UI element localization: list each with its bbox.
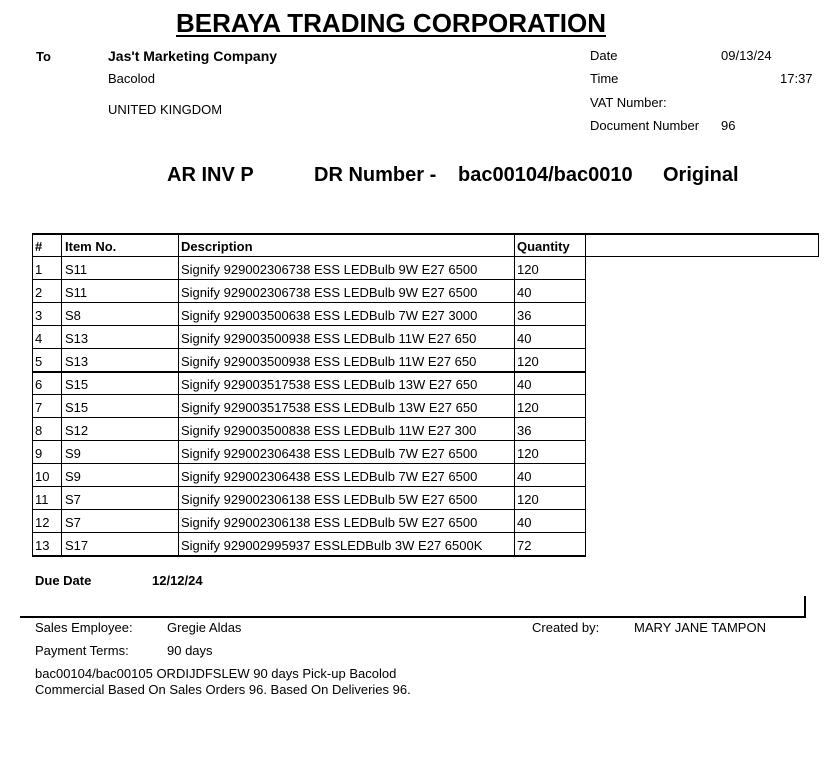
column-header-number: # [35, 239, 43, 254]
cell-item-no: S17 [65, 538, 89, 553]
cell-item-no: S13 [65, 331, 89, 346]
cell-quantity: 40 [517, 285, 532, 300]
time-value: 17:37 [780, 71, 813, 86]
cell-item-no: S11 [65, 285, 88, 300]
created-by-value: MARY JANE TAMPON [634, 620, 766, 635]
document-type: AR INV P [167, 164, 254, 186]
cell-quantity: 120 [517, 400, 539, 415]
cell-quantity: 120 [517, 492, 539, 507]
dr-number-label: DR Number - [314, 164, 437, 186]
cell-description: Signify 929002306738 ESS LEDBulb 9W E27 6500 [181, 262, 478, 277]
cell-item-no: S9 [65, 446, 81, 461]
date-value: 09/13/24 [721, 48, 772, 63]
cell-item-no: S13 [65, 354, 89, 369]
cell-description: Signify 929002306138 ESS LEDBulb 5W E27 6500 [181, 492, 478, 507]
due-date-value: 12/12/24 [152, 573, 203, 588]
time-label: Time [590, 71, 619, 86]
row-divider [32, 371, 586, 373]
cell-item-no: S12 [65, 423, 89, 438]
cell-quantity: 72 [517, 538, 532, 553]
customer-country: UNITED KINGDOM [108, 102, 223, 117]
cell-item-no: S9 [65, 469, 81, 484]
customer-city: Bacolod [108, 71, 155, 86]
cell-description: Signify 929003500838 ESS LEDBulb 11W E27 300 [181, 423, 477, 438]
row-divider [32, 486, 586, 487]
column-divider [178, 233, 179, 556]
table-header-right-border [818, 233, 819, 257]
column-divider [585, 233, 586, 556]
cell-item-no: S7 [65, 515, 81, 530]
cell-item-no: S11 [65, 262, 88, 277]
column-header-description: Description [181, 239, 253, 254]
cell-item-no: S7 [65, 492, 81, 507]
remarks-line-2: Commercial Based On Sales Orders 96. Based On Deliveries 96. [35, 682, 411, 697]
row-divider [32, 279, 586, 280]
date-label: Date [590, 48, 618, 63]
cell-quantity: 40 [517, 377, 532, 392]
created-by-label: Created by: [532, 620, 600, 635]
cell-description: Signify 929002306438 ESS LEDBulb 7W E27 6500 [181, 446, 478, 461]
cell-description: Signify 929003517538 ESS LEDBulb 13W E27 650 [181, 377, 478, 392]
column-header-item-no: Item No. [65, 239, 117, 254]
document-number-label: Document Number [590, 118, 700, 133]
cell-number: 11 [35, 492, 49, 507]
table-header-bottom-border [32, 256, 819, 257]
cell-description: Signify 929002306738 ESS LEDBulb 9W E27 6500 [181, 285, 478, 300]
cell-number: 8 [35, 423, 43, 438]
payment-terms-label: Payment Terms: [35, 643, 129, 658]
cell-description: Signify 929003500938 ESS LEDBulb 11W E27 650 [181, 331, 477, 346]
row-divider [32, 440, 586, 441]
due-date-label: Due Date [35, 573, 92, 588]
cell-description: Signify 929003517538 ESS LEDBulb 13W E27 650 [181, 400, 478, 415]
sales-employee-value: Gregie Aldas [167, 620, 242, 635]
cell-number: 4 [35, 331, 43, 346]
table-top-border [32, 233, 819, 235]
row-divider [32, 394, 586, 395]
cell-number: 3 [35, 308, 43, 323]
footer-divider [20, 616, 806, 618]
row-divider [32, 325, 586, 326]
sales-employee-label: Sales Employee: [35, 620, 133, 635]
cell-number: 5 [35, 354, 43, 369]
row-divider [32, 532, 586, 533]
document-status: Original [663, 164, 739, 186]
row-divider [32, 463, 586, 464]
document-number-value: 96 [721, 118, 736, 133]
cell-quantity: 36 [517, 308, 532, 323]
dr-number-value: bac00104/bac0010 [458, 164, 633, 186]
cell-quantity: 36 [517, 423, 532, 438]
cell-number: 12 [35, 515, 50, 530]
cell-item-no: S8 [65, 308, 81, 323]
cell-description: Signify 929002306138 ESS LEDBulb 5W E27 6500 [181, 515, 478, 530]
customer-name: Jas't Marketing Company [108, 48, 278, 64]
cell-number: 13 [35, 538, 50, 553]
cell-quantity: 40 [517, 515, 532, 530]
cell-number: 1 [35, 262, 43, 277]
company-name: BERAYA TRADING CORPORATION [175, 8, 606, 38]
column-divider [61, 233, 62, 556]
column-divider [32, 233, 33, 556]
column-divider [514, 233, 515, 556]
footer-corner-line [804, 596, 806, 618]
remarks-line-1: bac00104/bac00105 ORDIJDFSLEW 90 days Pick-up Bacolod [35, 666, 397, 681]
column-header-quantity: Quantity [517, 239, 570, 254]
cell-quantity: 120 [517, 446, 539, 461]
cell-number: 9 [35, 446, 43, 461]
payment-terms-value: 90 days [167, 643, 213, 658]
vat-label: VAT Number: [590, 95, 667, 110]
cell-number: 7 [35, 400, 43, 415]
cell-description: Signify 929003500638 ESS LEDBulb 7W E27 3000 [181, 308, 478, 323]
row-divider [32, 555, 586, 557]
cell-item-no: S15 [65, 400, 89, 415]
to-label: To [36, 49, 51, 64]
cell-description: Signify 929002306438 ESS LEDBulb 7W E27 6500 [181, 469, 478, 484]
row-divider [32, 509, 586, 510]
cell-quantity: 40 [517, 469, 532, 484]
cell-number: 10 [35, 469, 50, 484]
row-divider [32, 348, 586, 349]
cell-quantity: 120 [517, 354, 539, 369]
row-divider [32, 417, 586, 418]
cell-number: 6 [35, 377, 43, 392]
cell-item-no: S15 [65, 377, 89, 392]
cell-quantity: 40 [517, 331, 532, 346]
cell-description: Signify 929002995937 ESSLEDBulb 3W E27 6500K [181, 538, 483, 553]
cell-description: Signify 929003500938 ESS LEDBulb 11W E27 650 [181, 354, 477, 369]
cell-quantity: 120 [517, 262, 539, 277]
row-divider [32, 302, 586, 303]
cell-number: 2 [35, 285, 43, 300]
